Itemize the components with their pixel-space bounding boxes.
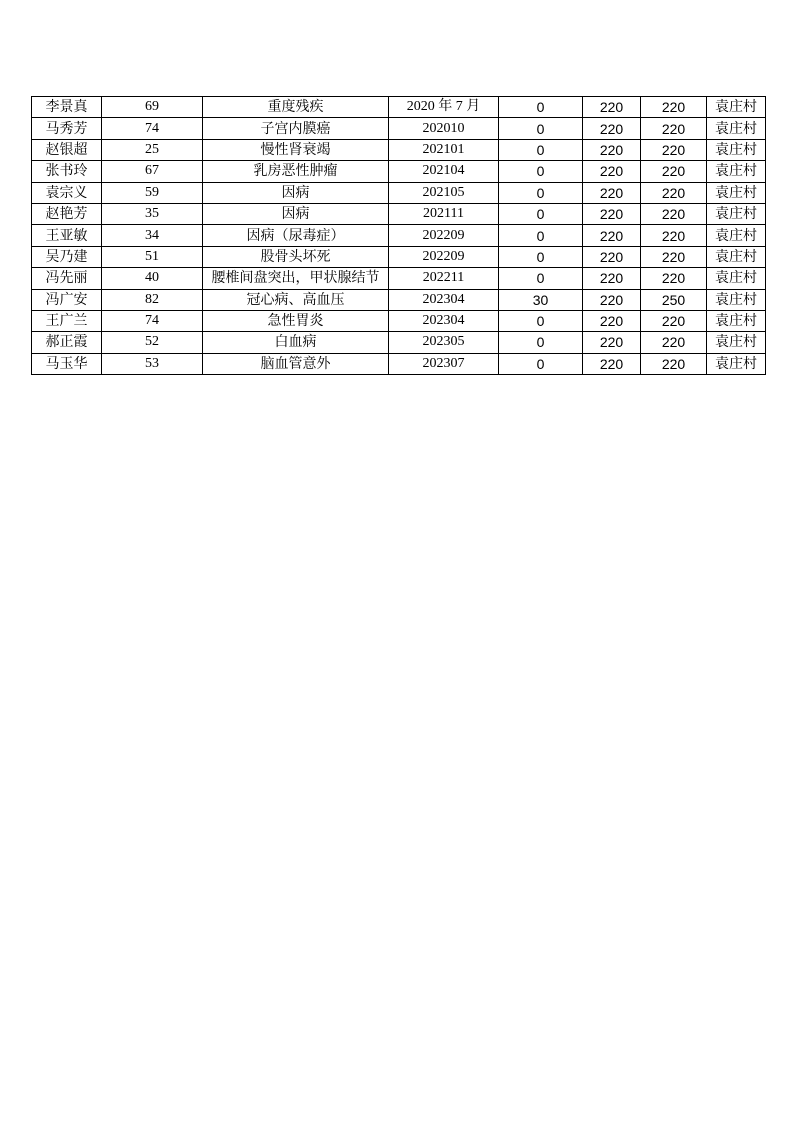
table-row [32, 353, 766, 374]
age-cell: 35 [102, 203, 203, 224]
extra-amount-cell: 0 [499, 225, 583, 246]
village-cell: 袁庄村 [707, 97, 766, 118]
table-row [32, 139, 766, 160]
village-cell: 袁庄村 [707, 332, 766, 353]
age-cell: 51 [102, 246, 203, 267]
village-cell: 袁庄村 [707, 353, 766, 374]
age-cell: 40 [102, 268, 203, 289]
village-cell: 袁庄村 [707, 289, 766, 310]
table-row [32, 118, 766, 139]
illness-cell: 因病（尿毒症） [203, 225, 389, 246]
base-amount-cell: 220 [583, 246, 641, 267]
illness-cell: 冠心病、高血压 [203, 289, 389, 310]
illness-cell: 慢性肾衰竭 [203, 139, 389, 160]
village-cell: 袁庄村 [707, 118, 766, 139]
name-cell: 吴乃建 [32, 246, 102, 267]
illness-cell: 因病 [203, 182, 389, 203]
name-cell: 赵艳芳 [32, 203, 102, 224]
name-cell: 王亚敏 [32, 225, 102, 246]
name-cell: 冯先丽 [32, 268, 102, 289]
base-amount-cell: 220 [583, 182, 641, 203]
age-cell: 34 [102, 225, 203, 246]
age-cell: 69 [102, 97, 203, 118]
age-cell: 74 [102, 118, 203, 139]
date-cell: 202304 [389, 289, 499, 310]
base-amount-cell: 220 [583, 139, 641, 160]
table-row [32, 289, 766, 310]
age-cell: 53 [102, 353, 203, 374]
total-amount-cell: 220 [641, 139, 707, 160]
date-cell: 202105 [389, 182, 499, 203]
base-amount-cell: 220 [583, 332, 641, 353]
total-amount-cell: 220 [641, 332, 707, 353]
extra-amount-cell: 0 [499, 118, 583, 139]
extra-amount-cell: 0 [499, 161, 583, 182]
extra-amount-cell: 0 [499, 310, 583, 331]
illness-cell: 因病 [203, 203, 389, 224]
table-row [32, 203, 766, 224]
extra-amount-cell: 0 [499, 332, 583, 353]
base-amount-cell: 220 [583, 289, 641, 310]
date-cell: 202307 [389, 353, 499, 374]
village-cell: 袁庄村 [707, 139, 766, 160]
base-amount-cell: 220 [583, 118, 641, 139]
total-amount-cell: 220 [641, 310, 707, 331]
village-cell: 袁庄村 [707, 268, 766, 289]
village-cell: 袁庄村 [707, 246, 766, 267]
table-row [32, 332, 766, 353]
extra-amount-cell: 0 [499, 139, 583, 160]
extra-amount-cell: 0 [499, 268, 583, 289]
extra-amount-cell: 0 [499, 97, 583, 118]
age-cell: 59 [102, 182, 203, 203]
extra-amount-cell: 30 [499, 289, 583, 310]
records-table [31, 96, 766, 375]
extra-amount-cell: 0 [499, 203, 583, 224]
village-cell: 袁庄村 [707, 182, 766, 203]
base-amount-cell: 220 [583, 225, 641, 246]
date-cell: 202209 [389, 246, 499, 267]
age-cell: 25 [102, 139, 203, 160]
age-cell: 82 [102, 289, 203, 310]
name-cell: 张书玲 [32, 161, 102, 182]
age-cell: 52 [102, 332, 203, 353]
date-cell: 202111 [389, 203, 499, 224]
illness-cell: 子宫内膜癌 [203, 118, 389, 139]
name-cell: 赵银超 [32, 139, 102, 160]
table-row [32, 246, 766, 267]
date-cell: 202305 [389, 332, 499, 353]
date-cell: 202209 [389, 225, 499, 246]
name-cell: 马秀芳 [32, 118, 102, 139]
total-amount-cell: 220 [641, 246, 707, 267]
table-row [32, 268, 766, 289]
name-cell: 冯广安 [32, 289, 102, 310]
date-cell: 202104 [389, 161, 499, 182]
total-amount-cell: 220 [641, 118, 707, 139]
total-amount-cell: 220 [641, 353, 707, 374]
total-amount-cell: 220 [641, 225, 707, 246]
base-amount-cell: 220 [583, 353, 641, 374]
village-cell: 袁庄村 [707, 161, 766, 182]
extra-amount-cell: 0 [499, 246, 583, 267]
village-cell: 袁庄村 [707, 203, 766, 224]
date-cell: 202010 [389, 118, 499, 139]
base-amount-cell: 220 [583, 310, 641, 331]
illness-cell: 急性胃炎 [203, 310, 389, 331]
illness-cell: 乳房恶性肿瘤 [203, 161, 389, 182]
name-cell: 郝正霞 [32, 332, 102, 353]
total-amount-cell: 220 [641, 203, 707, 224]
age-cell: 74 [102, 310, 203, 331]
name-cell: 王广兰 [32, 310, 102, 331]
total-amount-cell: 220 [641, 182, 707, 203]
illness-cell: 股骨头坏死 [203, 246, 389, 267]
date-cell: 202304 [389, 310, 499, 331]
village-cell: 袁庄村 [707, 310, 766, 331]
records-table-body [32, 97, 766, 375]
age-cell: 67 [102, 161, 203, 182]
name-cell: 李景真 [32, 97, 102, 118]
table-row [32, 161, 766, 182]
date-cell: 202101 [389, 139, 499, 160]
total-amount-cell: 250 [641, 289, 707, 310]
illness-cell: 脑血管意外 [203, 353, 389, 374]
table-row [32, 97, 766, 118]
total-amount-cell: 220 [641, 97, 707, 118]
table-row [32, 225, 766, 246]
base-amount-cell: 220 [583, 268, 641, 289]
date-cell: 202211 [389, 268, 499, 289]
date-cell: 2020 年 7 月 [389, 97, 499, 118]
total-amount-cell: 220 [641, 268, 707, 289]
table-row [32, 310, 766, 331]
base-amount-cell: 220 [583, 161, 641, 182]
name-cell: 马玉华 [32, 353, 102, 374]
illness-cell: 白血病 [203, 332, 389, 353]
base-amount-cell: 220 [583, 97, 641, 118]
illness-cell: 重度残疾 [203, 97, 389, 118]
extra-amount-cell: 0 [499, 182, 583, 203]
total-amount-cell: 220 [641, 161, 707, 182]
extra-amount-cell: 0 [499, 353, 583, 374]
name-cell: 袁宗义 [32, 182, 102, 203]
illness-cell: 腰椎间盘突出，甲状腺结节 [203, 268, 389, 289]
table-row [32, 182, 766, 203]
village-cell: 袁庄村 [707, 225, 766, 246]
base-amount-cell: 220 [583, 203, 641, 224]
